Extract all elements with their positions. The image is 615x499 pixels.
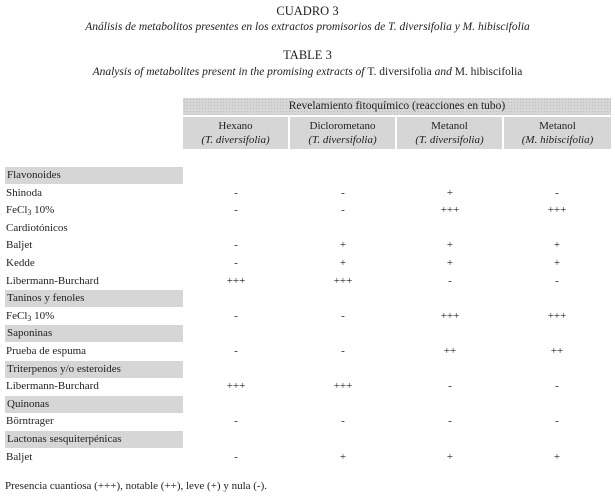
result-cell: - [234,309,238,322]
result-cell: - [341,345,345,357]
result-cell: - [448,274,452,287]
row-label: Flavonoides [5,167,183,184]
category-row [5,431,611,448]
row-label: Lactonas sesquiterpénicas [5,431,183,448]
row-label: Prueba de espuma [6,345,87,357]
table-row [5,413,611,430]
result-cell: + [446,450,454,463]
result-cell: +++ [226,380,246,393]
result-cell: - [341,415,345,428]
result-cell: ++ [550,345,564,357]
result-cell: - [234,257,238,269]
footnote: Presencia cuantiosa (+++), notable (++), leve (+) y nula (-). [5,480,268,492]
row-label: Libermann-Burchard [6,274,99,287]
caption-es-text: Análisis de metabolitos presentes en los extractos promisorios de T. diversifolia y M. hibiscifolia [85,21,530,33]
caption-en-text: Analysis of metabolites present in the promising extracts of T. diversifolia and M. hibiscifolia [92,66,523,78]
category-row [5,325,611,342]
row-label: Baljet [6,239,33,252]
result-cell: - [448,415,452,428]
result-cell: +++ [440,309,460,322]
row-label: Triterpenos y/o esteroides [5,361,183,378]
column-header-metanol-mh: Metanol (M. hibiscifolia) [504,117,611,149]
result-cell: + [339,257,347,269]
result-cell: + [446,257,454,269]
result-cell: +++ [333,380,353,393]
row-label: Quinonas [5,396,183,413]
result-cell: + [446,186,454,199]
row-label: FeCl$_3$ 10% [6,309,55,323]
row-label: Libermann-Burchard [6,380,99,393]
row-label: Taninos y fenoles [5,290,183,307]
result-cell: + [553,239,561,252]
result-cell: - [341,186,345,199]
row-label: Saponinas [5,325,183,342]
table-row [5,185,611,202]
result-cell: + [553,450,561,463]
row-label: Shinoda [6,186,43,199]
category-row [5,290,611,307]
row-label: Kedde [6,257,35,269]
result-cell: +++ [547,204,567,217]
result-cell: + [339,239,347,252]
result-cell: - [234,239,238,252]
result-cell: - [234,204,238,217]
result-cell: ++ [443,345,457,357]
table-row [5,237,611,254]
result-cell: - [341,204,345,217]
result-cell: +++ [440,204,460,217]
result-cell: - [234,345,238,357]
table-row [5,308,611,325]
column-header-hexano: Hexano (T. diversifolia) [183,117,288,149]
column-header-metanol-td: Metanol (T. diversifolia) [397,117,502,149]
table-row [5,343,611,360]
column-header-diclorometano: Diclorometano (T. diversifolia) [290,117,395,149]
table-row [5,255,611,272]
table-row [5,220,611,237]
row-label: FeCl$_3$ 10% [6,204,55,218]
caption-es-title: CUADRO 3 [276,4,339,18]
result-cell: + [446,239,454,252]
caption-en-title: TABLE 3 [283,48,332,62]
result-cell: +++ [226,274,246,287]
result-cell: - [555,186,559,199]
table-group-header: Revelamiento fitoquímico (reacciones en tubo) [183,98,611,115]
result-cell: - [234,415,238,428]
result-cell: - [341,309,345,322]
result-cell: + [553,257,561,269]
row-label: Cardiotónicos [6,221,68,234]
result-cell: + [339,450,347,463]
result-cell: - [555,380,559,393]
table-row [5,202,611,219]
row-label: Baljet [6,450,33,463]
table-row [5,378,611,395]
category-row [5,361,611,378]
table-row [5,273,611,290]
result-cell: - [234,450,238,463]
result-cell: - [555,274,559,287]
result-cell: +++ [547,309,567,322]
result-cell: +++ [333,274,353,287]
table-row [5,449,611,466]
result-cell: - [234,186,238,199]
category-row [5,167,611,184]
row-label: Börntrager [6,415,54,428]
result-cell: - [448,380,452,393]
category-row [5,396,611,413]
result-cell: - [555,415,559,428]
